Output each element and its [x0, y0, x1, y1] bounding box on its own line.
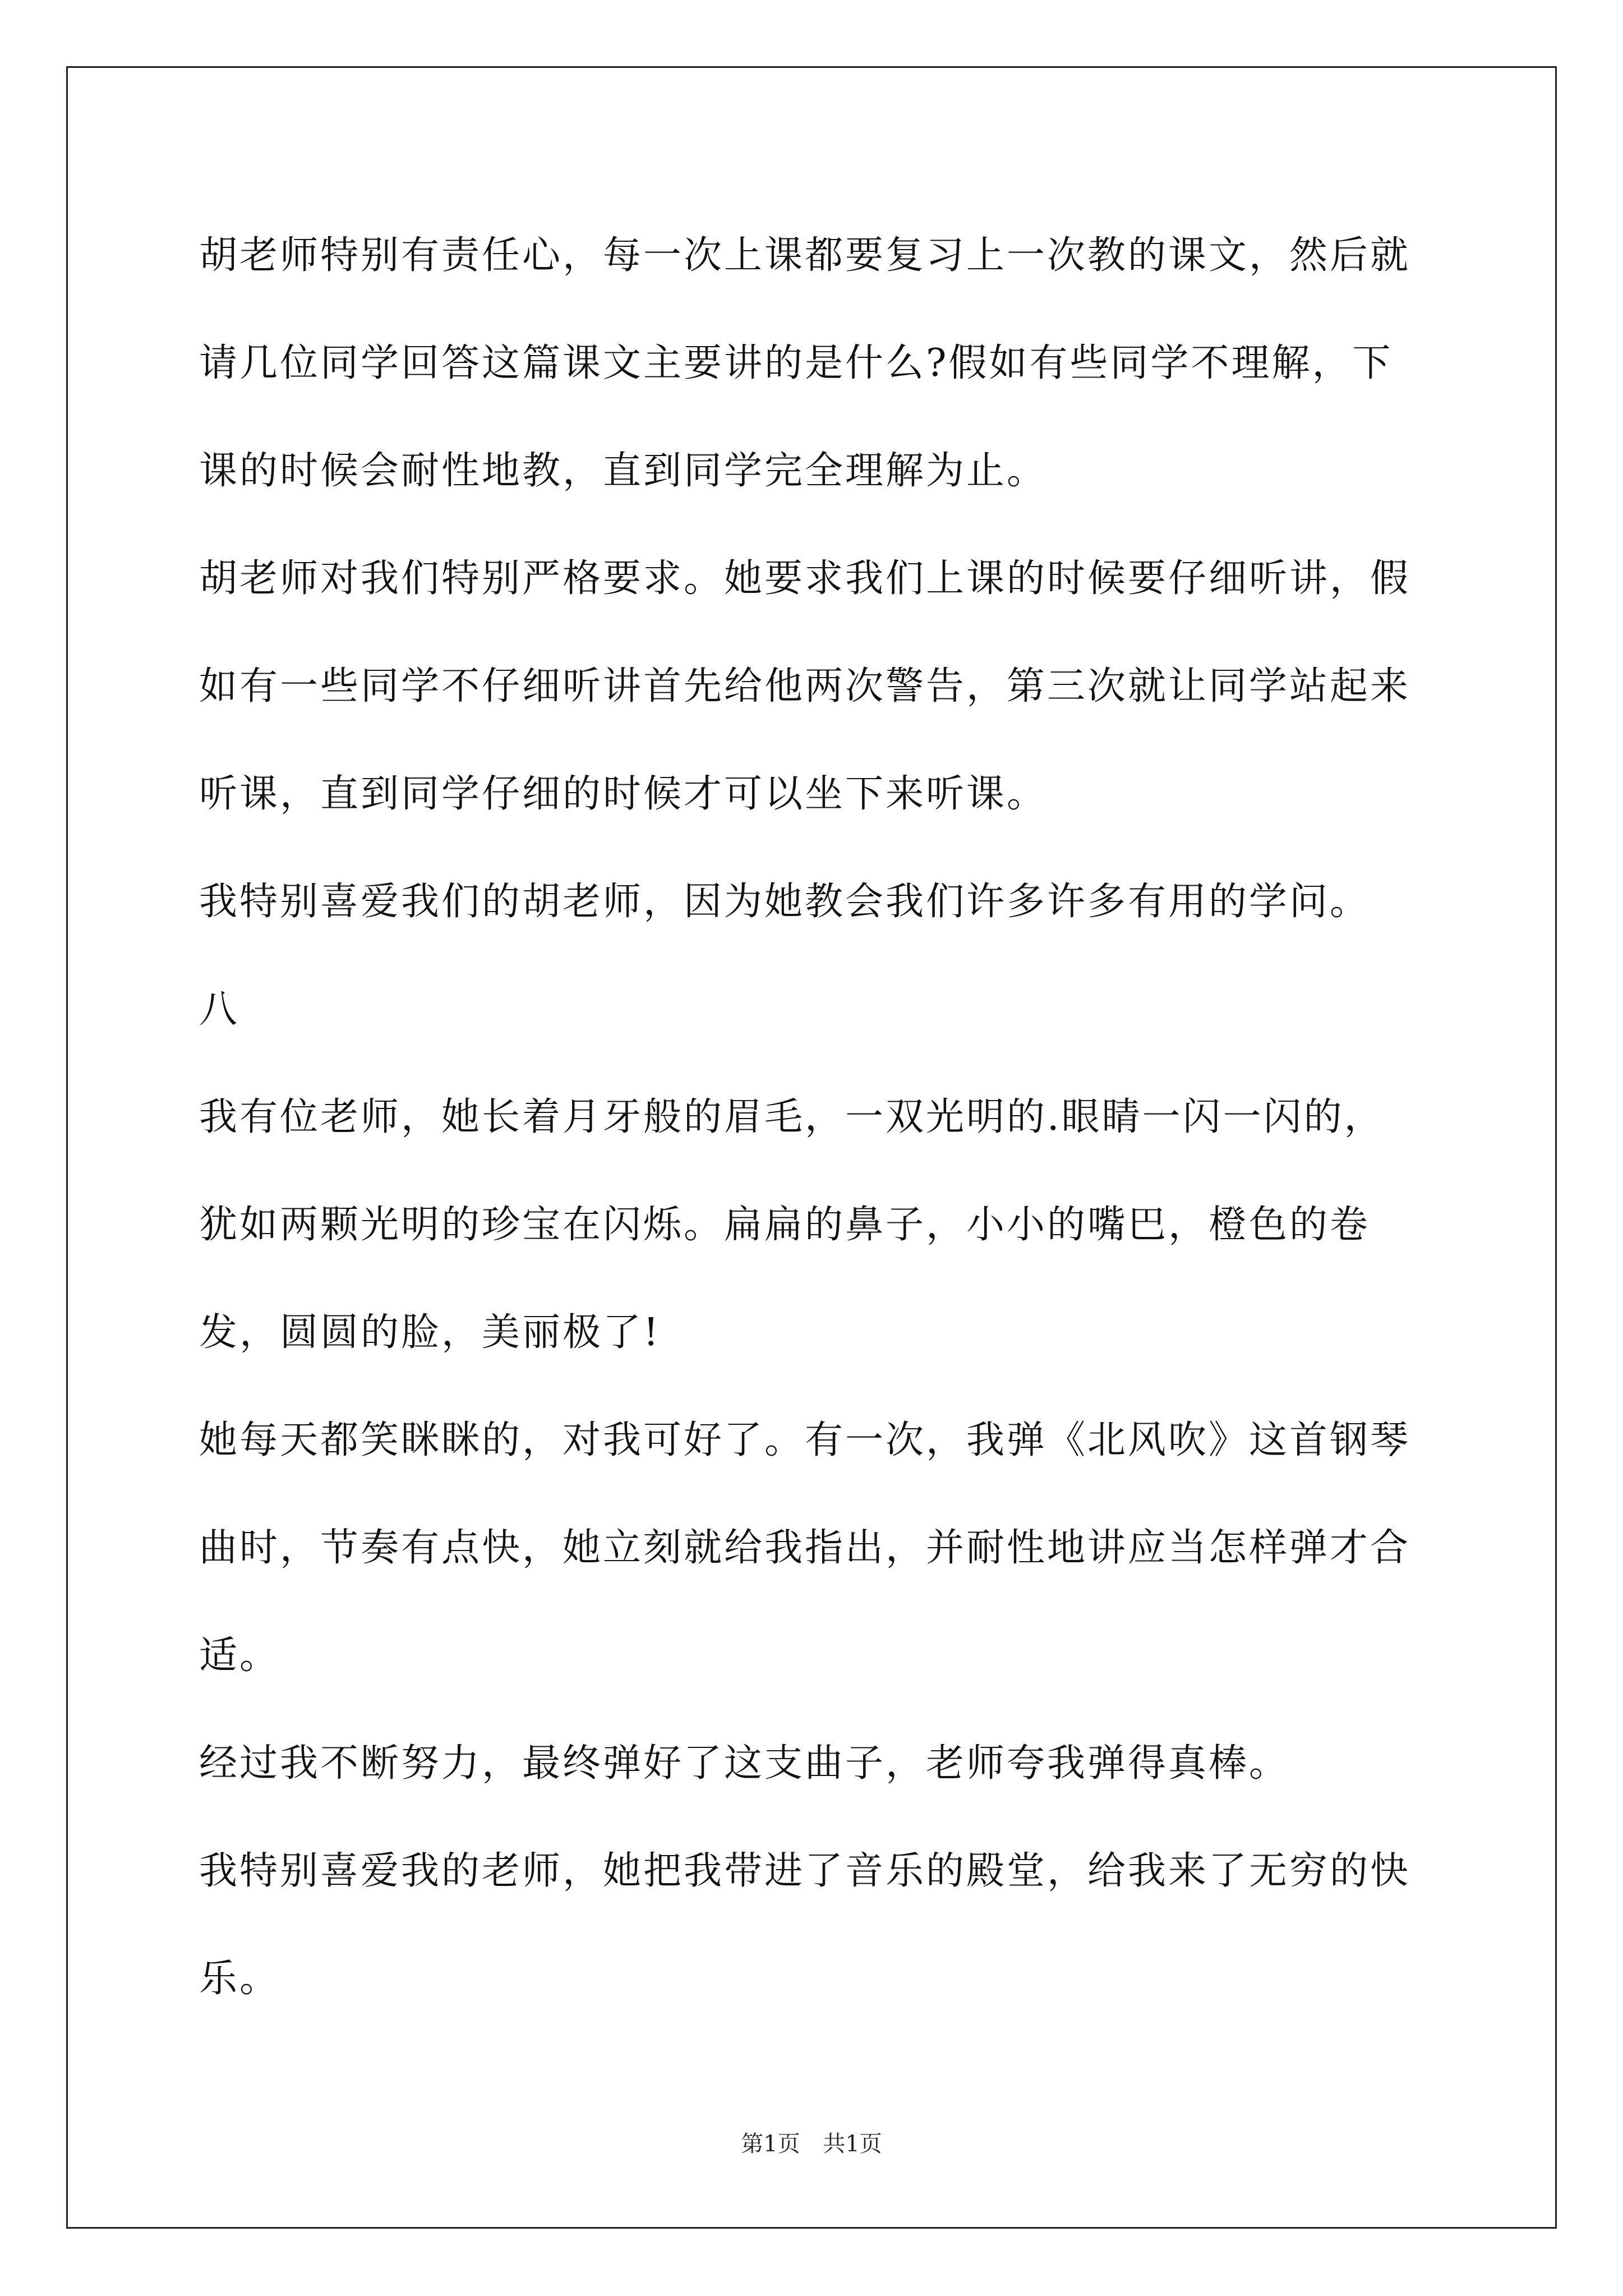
document-body	[199, 202, 1424, 2033]
page-number: 第1页	[741, 2131, 800, 2157]
paragraph: 胡老师特别有责任心，每一次上课都要复习上一次教的课文，然后就请几位同学回答这篇课文主要讲的是什么?假如有些同学不理解，下课的时候会耐性地教，直到同学完全理解为止。	[199, 233, 1411, 493]
paragraph: 她每天都笑眯眯的，对我可好了。有一次，我弹《北风吹》这首钢琴曲时，节奏有点快，她立刻就给我指出，并耐性地讲应当怎样弹才合适。	[199, 1418, 1411, 1678]
section-number: 八	[199, 987, 240, 1032]
paragraph: 经过我不断努力，最终弹好了这支曲子，老师夸我弹得真棒。	[199, 1741, 1290, 1786]
paragraph: 胡老师对我们特别严格要求。她要求我们上课的时候要仔细听讲，假如有一些同学不仔细听讲首先给他两次警告，第三次就让同学站起来听课，直到同学仔细的时候才可以坐下来听课。	[199, 556, 1411, 816]
paragraph: 我有位老师，她长着月牙般的眉毛，一双光明的.眼睛一闪一闪的，犹如两颗光明的珍宝在闪烁。扁扁的鼻子，小小的嘴巴，橙色的卷发，圆圆的脸，美丽极了!	[199, 1095, 1385, 1355]
page-footer	[0, 2126, 1623, 2158]
paragraph: 我特别喜爱我的老师，她把我带进了音乐的殿堂，给我来了无穷的快乐。	[199, 1849, 1411, 2001]
paragraph: 我特别喜爱我们的胡老师，因为她教会我们许多许多有用的学问。	[199, 880, 1371, 924]
page-total: 共1页	[823, 2131, 882, 2157]
